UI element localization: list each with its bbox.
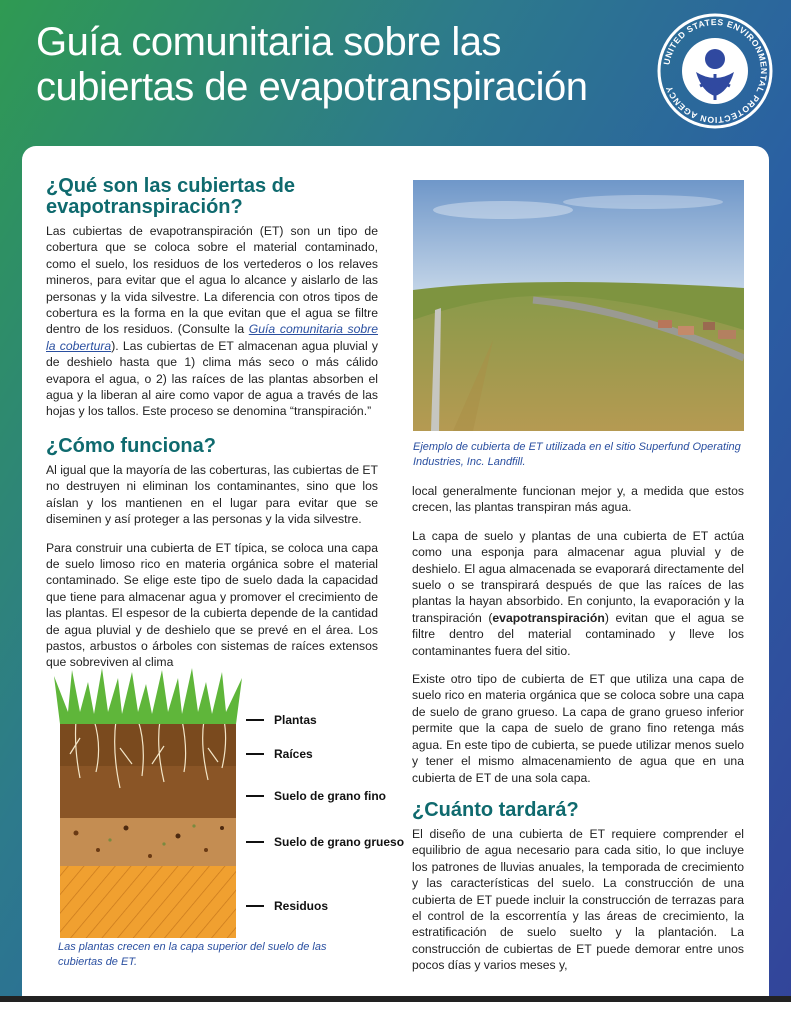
what-text-a: Las cubiertas de evapotranspiración (ET) son un tipo de cobertura que se coloca sobre el material contaminado, como el suelo, los residuos de los vertederos o los relaves mineros, para evitar que el agua lo alcance y aislarlo de las personas y la vida silvestre. La diferencia con otros tipos de cobertura es la forma en la que evitan que el agua se filtre dentro de los residuos. (Consulte la <box>46 224 378 337</box>
diagram-caption: Las plantas crecen en la capa superior del suelo de las cubiertas de ET. <box>58 941 327 968</box>
label-plants: Plantas <box>274 713 317 727</box>
fine-soil-layer <box>60 766 236 818</box>
landfill-photo <box>413 180 744 431</box>
right-column <box>412 483 744 986</box>
section-heading-what: ¿Qué son las cubiertas de evapotranspiración? <box>46 175 295 218</box>
epa-seal-icon <box>656 12 774 130</box>
right-paragraph-3: Existe otro tipo de cubierta de ET que utiliza una capa de suelo rico en materia orgánica que se coloca sobre una capa de suelo de grano grueso. La capa de grano grueso inferior permite que la capa de suelo de grano fino retenga más agua. En este tipo de cubierta, se puede utilizar menos suelo y tener el mismo almacenamiento de agua que en una cubierta de ET de una sola capa. <box>412 672 744 785</box>
right-p2-text-b: ) evitan que el agua se filtre dentro del material contaminado y lleve los contaminantes fuera del sitio. <box>412 610 744 658</box>
label-waste: Residuos <box>274 899 329 913</box>
footer-strip <box>0 1002 791 1024</box>
right-paragraph-1: local generalmente funcionan mejor y, a medida que estos crecen, las plantas transpiran más agua. <box>412 484 744 515</box>
section-heading-when: ¿Cuánto tardará? <box>412 798 579 821</box>
when-paragraph: El diseño de una cubierta de ET requiere comprender el equilibrio de agua necesario para cada sitio, lo que incluye los patrones de lluvias anuales, la temporada de crecimiento y las características del suelo. La construcción de una cubierta de ET puede incluir la construcción de terrazas para el control de la escorrentía y las áreas de crecimiento, la estratificación de suelo suelto y la plantación. La construcción de cubiertas de ET puede demorar entre unos pocos días y varios meses y, <box>412 826 744 973</box>
right-p2-text-a: La capa de suelo y plantas de una cubierta de ET actúa como una esponja para almacenar agua pluvial y de deshielo. El agua almacenada se evaporará directamente del suelo o se transpirará después de que las raíces de las plantas la hayan absorbido. En conjunto, la evaporación y la transpiración ( <box>412 528 744 625</box>
photo-caption: Ejemplo de cubierta de ET utilizada en el sitio Superfund Operating Industries, Inc. Landfill. <box>413 441 741 468</box>
evapotranspiration-term: evapotranspiración <box>492 610 605 625</box>
label-roots: Raíces <box>274 747 313 761</box>
grass-icon <box>54 668 242 724</box>
seal-text: UNITED STATES ENVIRONMENTAL PROTECTION AGENCY <box>661 16 770 126</box>
section-heading-how: ¿Cómo funciona? <box>46 434 216 457</box>
what-text-b: ). Las cubiertas de ET almacenan agua pluvial y de deshielo hasta que 1) clima más seco o más cálido evapora el agua, o 2) las raíces de las plantas absorben el agua y la liberan al aire como vapor de agua a través de las hojas y los tallos. Este proceso se denomina “transpiración.” <box>46 338 378 419</box>
right-paragraph-2 <box>412 528 744 659</box>
how-paragraph-1: Al igual que la mayoría de las coberturas, las cubiertas de ET no destruyen ni eliminan los contaminantes, sino que los aíslan y los mantienen en el lugar para evitar que se diseminen y así proteger a las personas y la vida silvestre. <box>46 462 378 527</box>
label-fine-soil: Suelo de grano fino <box>274 789 387 803</box>
coverage-guide-link[interactable]: Guía comunitaria sobre la cobertura <box>46 322 378 353</box>
waste-layer <box>60 866 236 938</box>
page-title: Guía comunitaria sobre las cubiertas de evapotranspiración <box>36 20 588 109</box>
left-column <box>46 176 378 683</box>
what-paragraph <box>46 223 378 420</box>
root-layer <box>60 720 236 766</box>
soil-layers-diagram <box>46 668 406 940</box>
label-coarse-soil: Suelo de grano grueso <box>274 835 405 849</box>
coarse-soil-layer <box>60 818 236 866</box>
how-paragraph-2: Para construir una cubierta de ET típica, se coloca una capa de suelo limoso rico en materia orgánica sobre el material contaminado. Se elige este tipo de suelo dada la capacidad que tiene para almacenar agua y promover el crecimiento de las plantas. El espesor de la cubierta depende de la cantidad de agua pluvial y de deshielo que se prevé en el área. Los pastos, arbustos o árboles con sistemas de raíces extensos que sobreviven al clima <box>46 540 378 670</box>
